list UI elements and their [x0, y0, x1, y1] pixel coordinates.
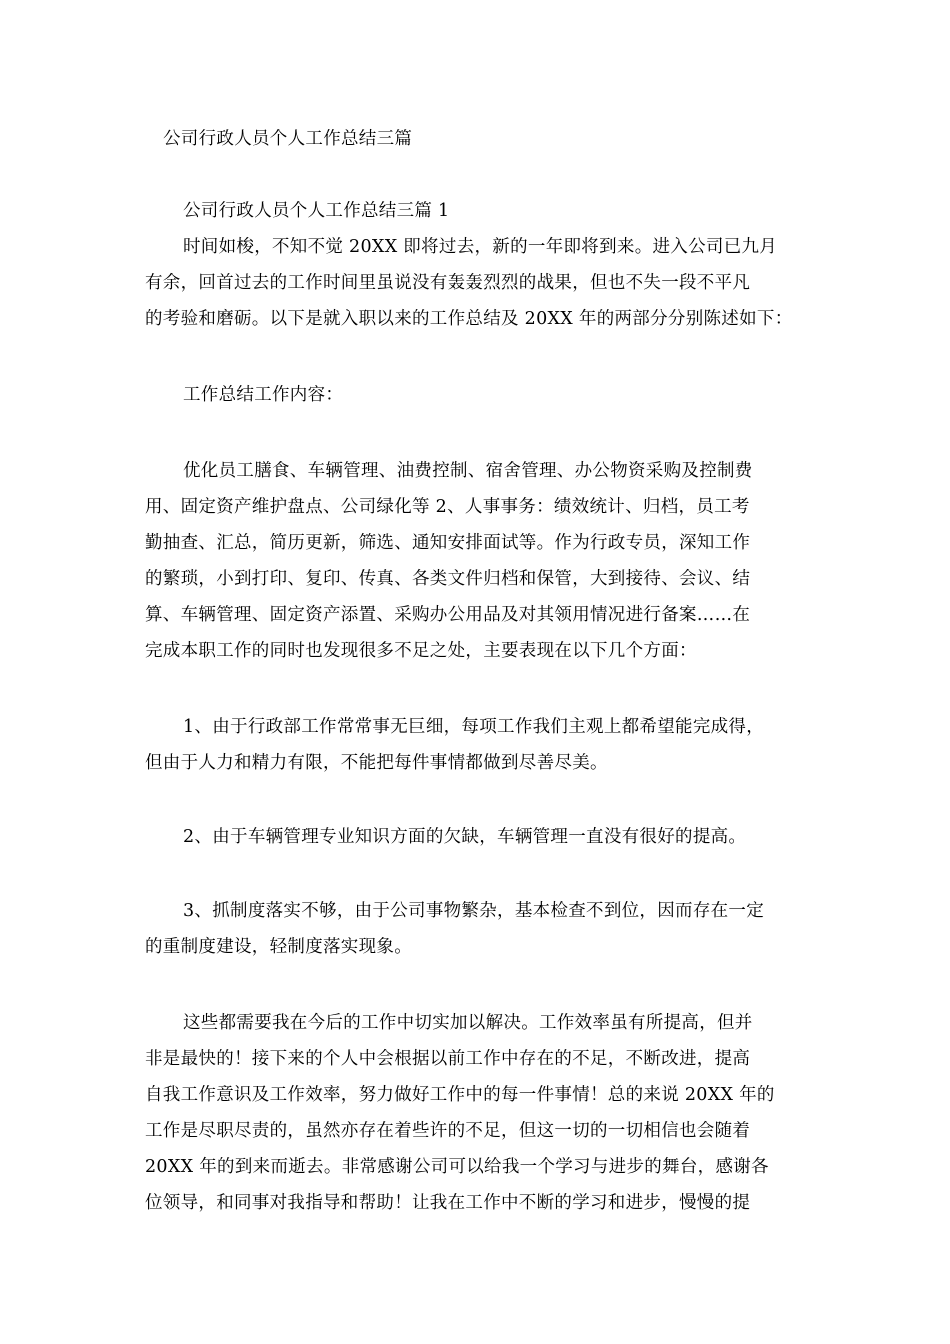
paragraph-line: 20XX 年的到来而逝去。非常感谢公司可以给我一个学习与进步的舞台，感谢各 [145, 1157, 769, 1177]
paragraph-line: 工作是尽职尽责的，虽然亦存在着些许的不足，但这一切的一切相信也会随着 [145, 1121, 751, 1141]
list-item-line: 2、由于车辆管理专业知识方面的欠缺，车辆管理一直没有很好的提高。 [183, 827, 747, 847]
paragraph-line: 这些都需要我在今后的工作中切实加以解决。工作效率虽有所提高，但并 [183, 1013, 753, 1033]
paragraph-line: 非是最快的！接下来的个人中会根据以前工作中存在的不足，不断改进，提高 [145, 1049, 751, 1069]
paragraph-line: 有余，回首过去的工作时间里虽说没有轰轰烈烈的战果，但也不失一段不平凡 [145, 273, 751, 293]
document-title: 公司行政人员个人工作总结三篇 [163, 129, 413, 149]
section-heading: 公司行政人员个人工作总结三篇 1 [183, 201, 450, 221]
paragraph-line: 优化员工膳食、车辆管理、油费控制、宿舍管理、办公物资采购及控制费 [183, 461, 753, 481]
paragraph-line: 用、固定资产维护盘点、公司绿化等 2、人事事务：绩效统计、归档，员工考 [145, 497, 750, 517]
paragraph-line: 位领导，和同事对我指导和帮助！让我在工作中不断的学习和进步，慢慢的提 [145, 1193, 751, 1213]
paragraph-line: 的考验和磨砺。以下是就入职以来的工作总结及 20XX 年的两部分分别陈述如下： [145, 309, 793, 329]
list-item-line: 1、由于行政部工作常常事无巨细，每项工作我们主观上都希望能完成得， [183, 717, 765, 737]
paragraph-line: 的繁琐，小到打印、复印、传真、各类文件归档和保管，大到接待、会议、结 [145, 569, 751, 589]
list-item-line: 但由于人力和精力有限，不能把每件事情都做到尽善尽美。 [145, 753, 608, 773]
paragraph-line: 时间如梭，不知不觉 20XX 即将过去，新的一年即将到来。进入公司已九月 [183, 237, 778, 257]
list-item-line: 3、抓制度落实不够，由于公司事物繁杂，基本检查不到位，因而存在一定 [183, 901, 765, 921]
paragraph-line: 自我工作意识及工作效率，努力做好工作中的每一件事情！总的来说 20XX 年的 [145, 1085, 775, 1105]
paragraph-line: 勤抽查、汇总，简历更新，筛选、通知安排面试等。作为行政专员，深知工作 [145, 533, 751, 553]
paragraph-line: 完成本职工作的同时也发现很多不足之处，主要表现在以下几个方面： [145, 641, 697, 661]
list-item-line: 的重制度建设，轻制度落实现象。 [145, 937, 412, 957]
subheading: 工作总结工作内容： [183, 385, 344, 405]
paragraph-line: 算、车辆管理、固定资产添置、采购办公用品及对其领用情况进行备案……在 [145, 605, 751, 625]
